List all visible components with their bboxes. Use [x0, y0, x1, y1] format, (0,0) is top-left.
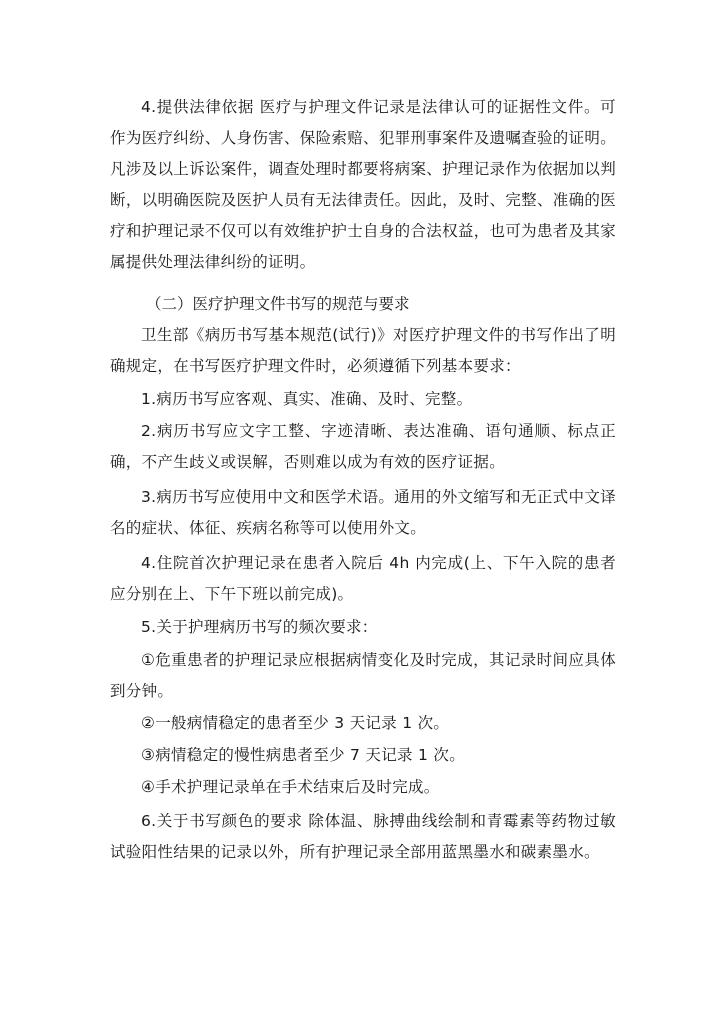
requirement-item-2: 2.病历书写应文字工整、字迹清晰、表达准确、语句通顺、标点正确，不产生歧义或误解，否则难以成为有效的医疗证据。 — [110, 422, 616, 471]
requirement-item-6: 6.关于书写颜色的要求 除体温、脉搏曲线绘制和青霉素等药物过敏试验阳性结果的记录以外，所有护理记录全部用蓝黑墨水和碳素墨水。 — [110, 812, 616, 861]
frequency-subitem-1: ①危重患者的护理记录应根据病情变化及时完成，其记录时间应具体到分钟。 — [110, 651, 616, 700]
frequency-subitem-2: ②一般病情稳定的患者至少 3 天记录 1 次。 — [141, 714, 450, 732]
requirement-item-3: 3.病历书写应使用中文和医学术语。通用的外文缩写和无正式中文译名的症状、体征、疾病名称等可以使用外文。 — [110, 488, 616, 537]
requirement-item-5: 5.关于护理病历书写的频次要求： — [141, 618, 378, 636]
section-heading: （二）医疗护理文件书写的规范与要求 — [146, 295, 410, 313]
requirement-item-4: 4.住院首次护理记录在患者入院后 4h 内完成(上、下午入院的患者应分别在上、下午下班以前完成)。 — [110, 554, 616, 603]
frequency-subitem-3: ③病情稳定的慢性病患者至少 7 天记录 1 次。 — [141, 746, 466, 764]
requirement-item-1: 1.病历书写应客观、真实、准确、及时、完整。 — [141, 390, 473, 408]
frequency-subitem-4: ④手术护理记录单在手术结束后及时完成。 — [141, 778, 440, 796]
paragraph-intro: 卫生部《病历书写基本规范(试行)》对医疗护理文件的书写作出了明确规定，在书写医疗护理文件时，必须遵循下列基本要求： — [110, 326, 616, 375]
paragraph-legal-basis: 4.提供法律依据 医疗与护理文件记录是法律认可的证据性文件。可作为医疗纠纷、人身伤害、保险索赔、犯罪刑事案件及遗嘱查验的证明。凡涉及以上诉讼案件，调查处理时都要将病案、护理记录作为依据加以判断，以明确医院及医护人员有无法律责任。因此，及时、完整、准确的医疗和护理记录不仅可以有效维护护士自身的合法权益，也可为患者及其家属提供处理法律纠纷的证明。 — [110, 98, 616, 271]
